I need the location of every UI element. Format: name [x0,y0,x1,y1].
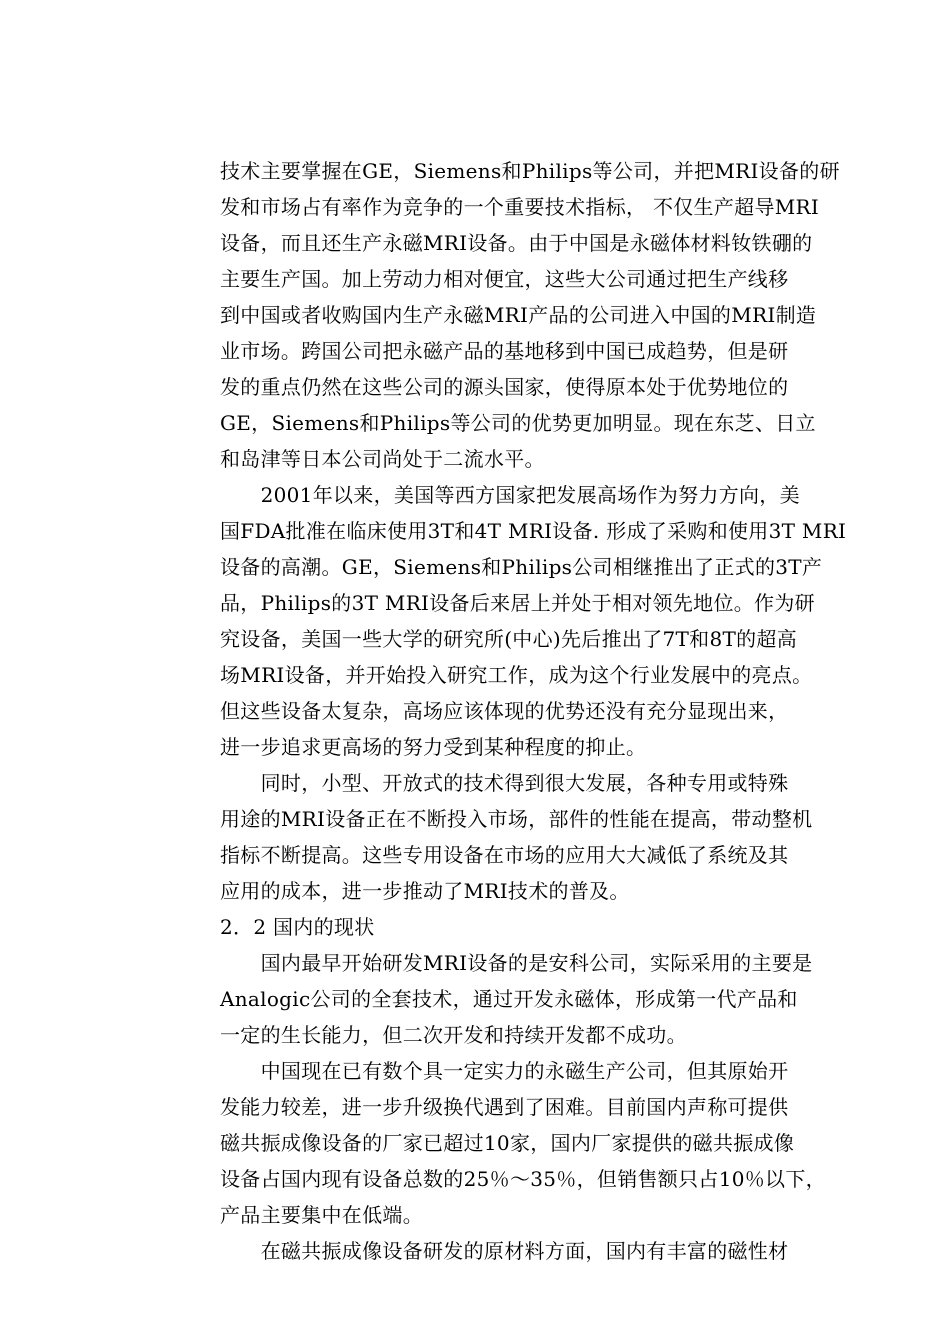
text-line: 在磁共振成像设备研发的原材料方面，国内有丰富的磁性材 [220,1239,789,1263]
text-line: 但这些设备太复杂，高场应该体现的优势还没有充分显现出来， [220,699,789,723]
text-line: 设备占国内现有设备总数的25％～35％，但销售额只占10％以下， [220,1167,826,1191]
text-line: 设备，而且还生产永磁MRI设备。由于中国是永磁体材料钕铁硼的 [220,231,813,255]
text-line: 发能力较差，进一步升级换代遇到了困难。目前国内声称可提供 [220,1095,789,1119]
text-line: 品，Philips的3T MRI设备后来居上并处于相对领先地位。作为研 [220,591,815,615]
text-line: 业市场。跨国公司把永磁产品的基地移到中国已成趋势，但是研 [220,339,789,363]
text-line: 产品主要集中在低端。 [220,1203,423,1227]
text-line: 到中国或者收购国内生产永磁MRI产品的公司进入中国的MRI制造 [220,303,817,327]
text-line: 指标不断提高。这些专用设备在市场的应用大大减低了系统及其 [220,843,789,867]
text-line: 同时，小型、开放式的技术得到很大发展，各种专用或特殊 [220,771,789,795]
text-line: 用途的MRI设备正在不断投入市场，部件的性能在提高，带动整机 [220,807,813,831]
text-line: 和岛津等日本公司尚处于二流水平。 [220,447,545,471]
text-line: 一定的生长能力，但二次开发和持续开发都不成功。 [220,1023,687,1047]
text-line: 国内最早开始研发MRI设备的是安科公司，实际采用的主要是 [220,951,813,975]
text-line: 发和市场占有率作为竞争的一个重要技术指标， 不仅生产超导MRI [220,195,820,219]
text-line: 场MRI设备，并开始投入研究工作，成为这个行业发展中的亮点。 [220,663,813,687]
text-line: 究设备，美国一些大学的研究所(中心)先后推出了7T和8T的超高 [220,627,798,651]
text-line: 2001年以来，美国等西方国家把发展高场作为努力方向，美 [220,483,800,507]
text-line: 发的重点仍然在这些公司的源头国家，使得原本处于优势地位的 [220,375,789,399]
text-line: GE，Siemens和Philips等公司的优势更加明显。现在东芝、日立 [220,411,816,435]
text-line: Analogic公司的全套技术，通过开发永磁体，形成第一代产品和 [220,987,798,1011]
text-line: 中国现在已有数个具一定实力的永磁生产公司，但其原始开 [220,1059,789,1083]
text-line: 进一步追求更高场的努力受到某种程度的抑止。 [220,735,647,759]
text-line: 应用的成本，进一步推动了MRI技术的普及。 [220,879,630,903]
text-line: 主要生产国。加上劳动力相对便宜，这些大公司通过把生产线移 [220,267,789,291]
section-heading: 2．2 国内的现状 [220,915,375,939]
text-line: 国FDA批准在临床使用3T和4T MRI设备. 形成了采购和使用3T MRI [220,519,847,543]
text-line: 设备的高潮。GE，Siemens和Philips公司相继推出了正式的3T产 [220,555,823,579]
text-line: 磁共振成像设备的厂家已超过10家，国内厂家提供的磁共振成像 [220,1131,795,1155]
text-line: 技术主要掌握在GE，Siemens和Philips等公司，并把MRI设备的研 [220,159,840,183]
